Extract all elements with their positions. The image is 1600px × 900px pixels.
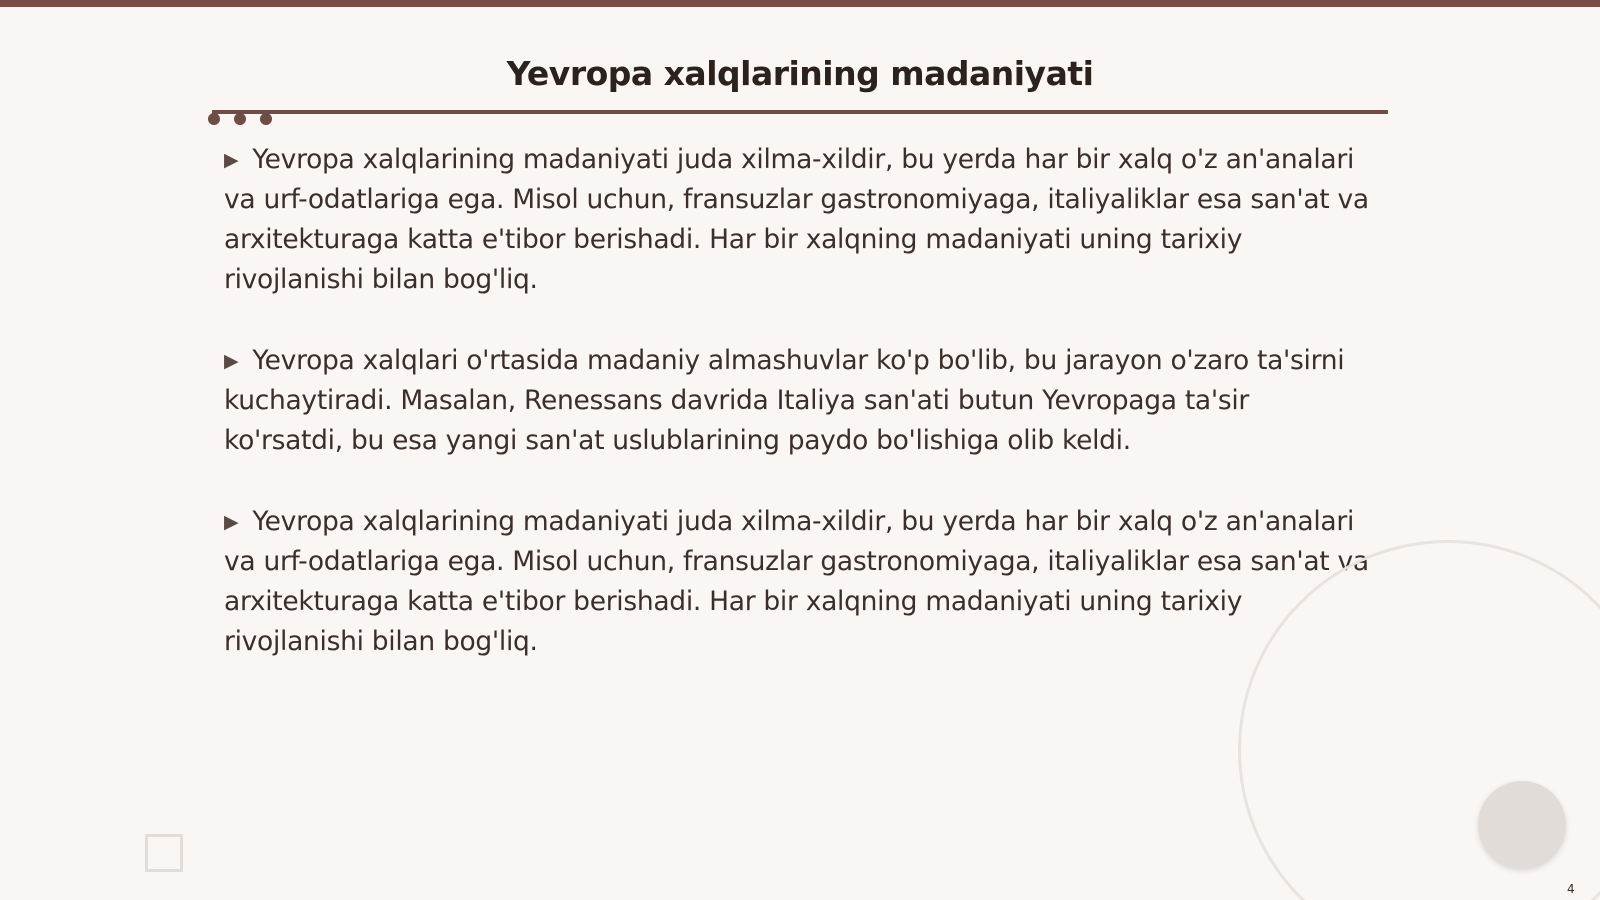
paragraph-text: Yevropa xalqlarining madaniyati juda xilma-xildir, bu yerda har bir xalq o'z an'analari va urf-odatlariga ega. Misol uchun, fransuzlar gastronomiyaga, italiyaliklar esa san'at va arxitekturaga katta e'tibor berishadi. Har bir xalqning madaniyati uning tarixiy rivojlanishi bilan bog'liq. [224,144,1369,295]
decorative-circle-filled [1478,781,1566,869]
bullet-arrow-icon: ▶ [224,149,239,171]
decorative-square-outline [145,834,183,872]
top-accent-bar [0,0,1600,7]
slide-body [224,140,1374,703]
title-underline [212,110,1388,114]
page-number: 4 [1567,882,1575,896]
bullet-arrow-icon: ▶ [224,350,239,372]
bullet-paragraph [224,140,1374,300]
paragraph-text: Yevropa xalqlari o'rtasida madaniy almashuvlar ko'p bo'lib, bu jarayon o'zaro ta'sirni kuchaytiradi. Masalan, Renessans davrida Italiya san'ati butun Yevropaga ta'sir ko'rsatdi, bu esa yangi san'at uslublarining paydo bo'lishiga olib keldi. [224,345,1345,456]
bullet-arrow-icon: ▶ [224,511,239,533]
bullet-paragraph [224,341,1374,461]
bullet-paragraph [224,502,1374,662]
paragraph-text: Yevropa xalqlarining madaniyati juda xilma-xildir, bu yerda har bir xalq o'z an'analari va urf-odatlariga ega. Misol uchun, fransuzlar gastronomiyaga, italiyaliklar esa san'at va arxitekturaga katta e'tibor berishadi. Har bir xalqning madaniyati uning tarixiy rivojlanishi bilan bog'liq. [224,506,1369,657]
title-rule-dot [234,113,246,125]
title-rule-dot [208,113,220,125]
slide-title: Yevropa xalqlarining madaniyati [506,54,1094,93]
title-rule-dot [260,113,272,125]
